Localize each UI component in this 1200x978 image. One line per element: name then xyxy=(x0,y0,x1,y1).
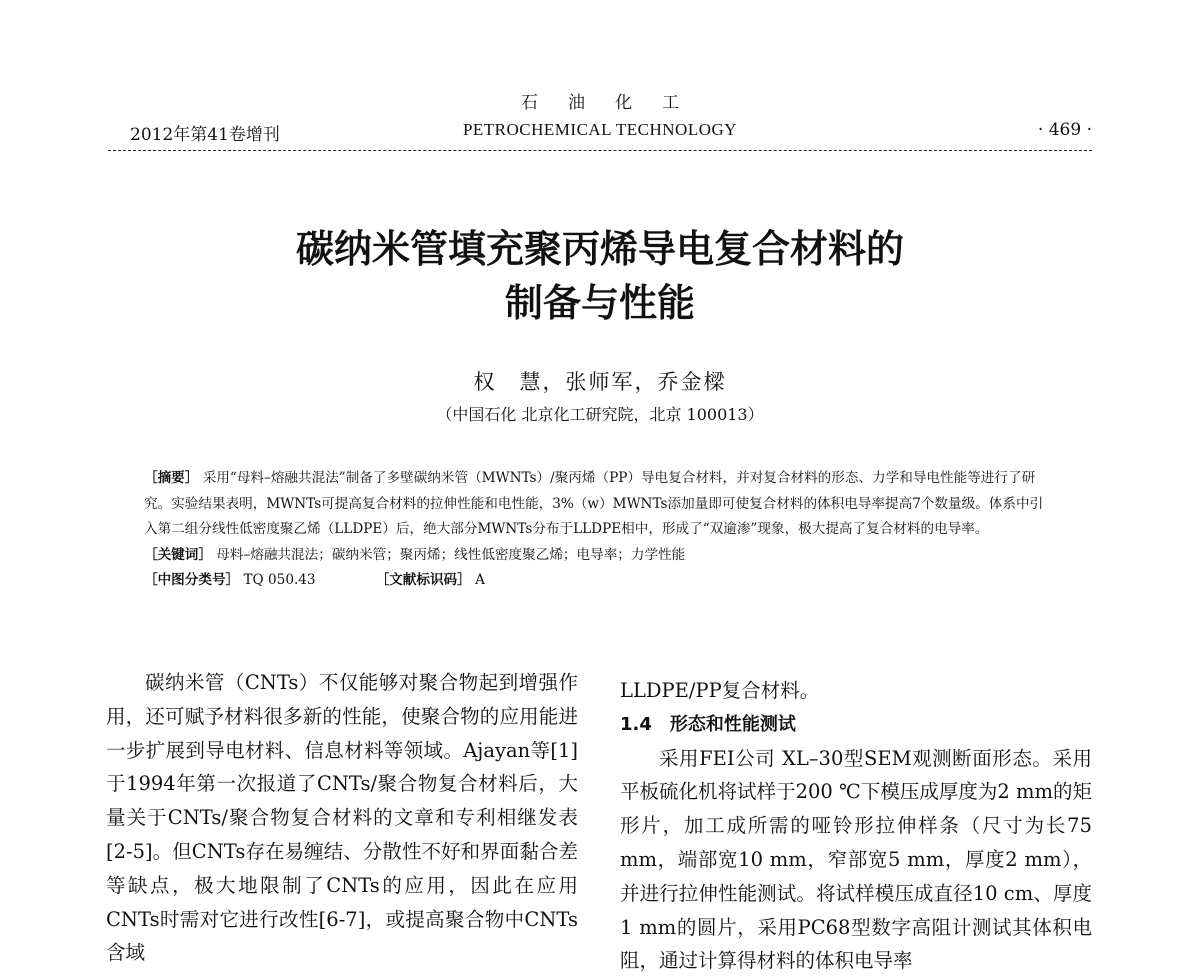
page-number: · 469 · xyxy=(1037,120,1092,140)
keywords xyxy=(144,543,1054,569)
body-column-right xyxy=(620,674,1092,978)
body-column-left xyxy=(106,666,578,970)
doc-code-label: ［文献标识码］ xyxy=(375,572,471,588)
abstract-block xyxy=(144,466,1054,594)
section-number: 1.4 xyxy=(620,713,652,735)
keywords-text: 母料–熔融共混法；碳纳米管；聚丙烯；线性低密度聚乙烯；电导率；力学性能 xyxy=(216,546,686,563)
journal-name-en: PETROCHEMICAL TECHNOLOGY xyxy=(462,120,738,139)
title-line-1: 碳纳米管填充聚丙烯导电复合材料的 xyxy=(295,227,904,271)
title-line-2: 制备与性能 xyxy=(504,281,695,325)
doc-code-value: A xyxy=(475,572,485,588)
affiliation: （中国石化 北京化工研究院，北京 100013） xyxy=(436,405,764,424)
journal-name-cn: 石油化工 xyxy=(521,93,709,113)
abstract-text: 采用“母料–熔融共混法”制备了多壁碳纳米管（MWNTs）/聚丙烯（PP）导电复合材料，并对复合材料的形态、力学和导电性能等进行了研究。实验结果表明，MWNTs可提高复合材料的拉伸性能和电性能，3%（w）MWNTs添加量即可使复合材料的体积电导率提高7个数量级。体系中引入第二组分线性低密度聚乙烯（LLDPE）后，绝大部分MWNTs分布于LLDPE相中，形成了“双逾渗”现象，极大提高了复合材料的电导率。 xyxy=(144,470,1044,537)
article-title xyxy=(0,222,1200,330)
abstract-label: ［摘要］ xyxy=(144,470,199,486)
keywords-label: ［关键词］ xyxy=(144,546,212,563)
classification-value: TQ 050.43 xyxy=(243,572,316,588)
issue-info: 2012年第41卷增刊 xyxy=(130,125,280,145)
classification-label: ［中图分类号］ xyxy=(144,572,240,588)
section-heading xyxy=(620,708,1092,742)
continued-text: LLDPE/PP复合材料。 xyxy=(620,679,820,702)
header-rule xyxy=(108,150,1092,151)
section-title: 形态和性能测试 xyxy=(669,713,796,735)
authors: 权 慧，张师军，乔金樑 xyxy=(473,370,727,394)
methods-paragraph: 采用FEI公司 XL–30型SEM观测断面形态。采用平板硫化机将试样于200 ℃下模压成厚度为2 mm的矩形片，加工成所需的哑铃形拉伸样条（尺寸为长75 mm，端部宽10 mm，窄部宽5 mm，厚度2 mm），并进行拉伸性能测试。将试样模压成直径10 cm、厚度1 mm的圆片，采用PC68型数字高阻计测试其体积电阻，通过计算得材料的体积电导率 xyxy=(620,746,1092,973)
classification xyxy=(144,568,1054,594)
intro-paragraph: 碳纳米管（CNTs）不仅能够对聚合物起到增强作用，还可赋予材料很多新的性能，使聚合物的应用能进一步扩展到导电材料、信息材料等领域。Ajayan等[1]于1994年第一次报道了CNTs/聚合物复合材料后，大量关于CNTs/聚合物复合材料的文章和专利相继发表[2-5]。但CNTs存在易缠结、分散性不好和界面黏合差等缺点，极大地限制了CNTs的应用，因此在应用CNTs时需对它进行改性[6-7]，或提高聚合物中CNTs含域 xyxy=(106,671,578,965)
running-header xyxy=(108,120,1092,144)
abstract xyxy=(144,466,1054,543)
